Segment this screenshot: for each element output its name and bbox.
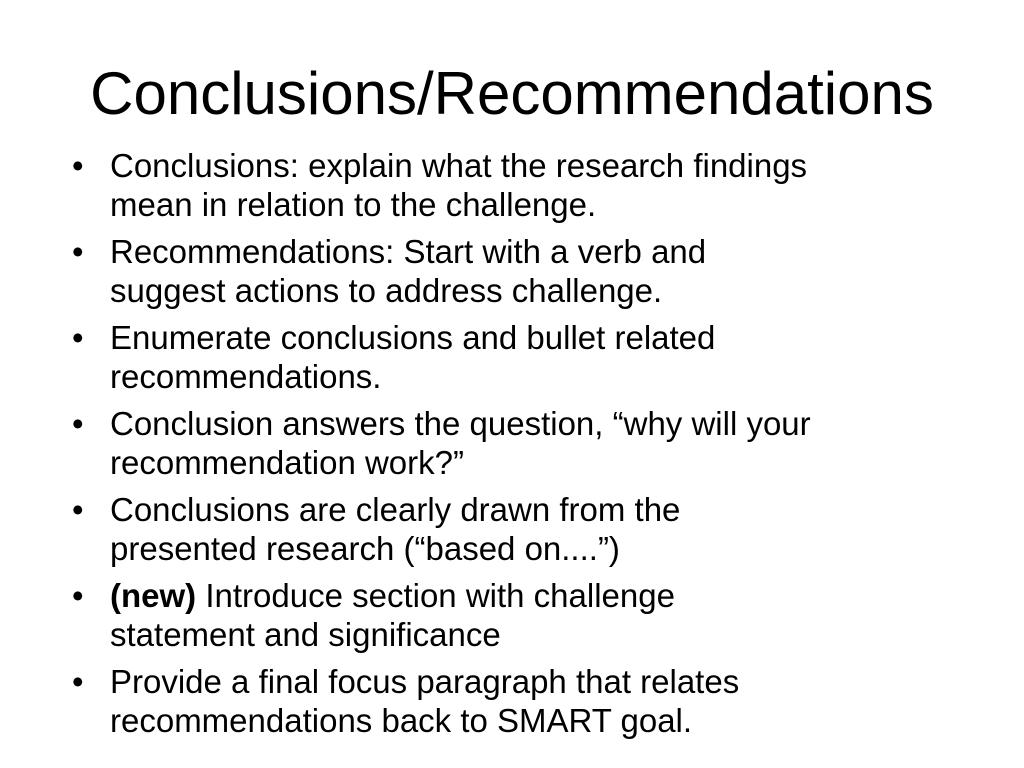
bullet-line-1: Provide a final focus paragraph that relates — [110, 663, 740, 700]
bullet-icon: • — [72, 147, 84, 184]
slide-title: Conclusions/Recommendations — [90, 60, 934, 127]
bullet-item-6 — [72, 576, 972, 654]
bullet-line-1 — [110, 576, 972, 615]
bullet-icon: • — [72, 577, 84, 614]
bullet-item-7 — [72, 662, 972, 740]
bullet-line-1: Conclusions are clearly drawn from the — [110, 491, 681, 528]
bullet-item-1 — [72, 146, 972, 224]
bullet-line-1: Conclusions: explain what the research findings — [110, 147, 808, 184]
bullet-item-4 — [72, 404, 972, 482]
bullet-item-3 — [72, 318, 972, 396]
bullet-line-2: recommendations back to SMART goal. — [110, 702, 693, 739]
bullet-line-2: statement and significance — [110, 616, 501, 653]
bullet-line-1: Conclusion answers the question, “why will your — [110, 405, 811, 442]
bullet-item-5 — [72, 490, 972, 568]
bullet-line-2: mean in relation to the challenge. — [110, 186, 597, 223]
bullet-line-1: Recommendations: Start with a verb and — [110, 233, 707, 270]
bullet-icon: • — [72, 319, 84, 356]
bullet-item-2 — [72, 232, 972, 310]
bullet-line-1: Enumerate conclusions and bullet related — [110, 319, 716, 356]
bullet-line-2: suggest actions to address challenge. — [110, 272, 663, 309]
bullet-icon: • — [72, 405, 84, 442]
bullet-icon: • — [72, 663, 84, 700]
bullet-icon: • — [72, 491, 84, 528]
bullet-line-1-text: Introduce section with challenge — [196, 577, 675, 614]
bullet-line-2: recommendation work?” — [110, 444, 464, 481]
bullet-line-2: presented research (“based on....”) — [110, 530, 620, 567]
new-label: (new) — [110, 577, 197, 614]
bullet-list — [72, 146, 972, 748]
bullet-icon: • — [72, 233, 84, 270]
bullet-line-2: recommendations. — [110, 358, 382, 395]
